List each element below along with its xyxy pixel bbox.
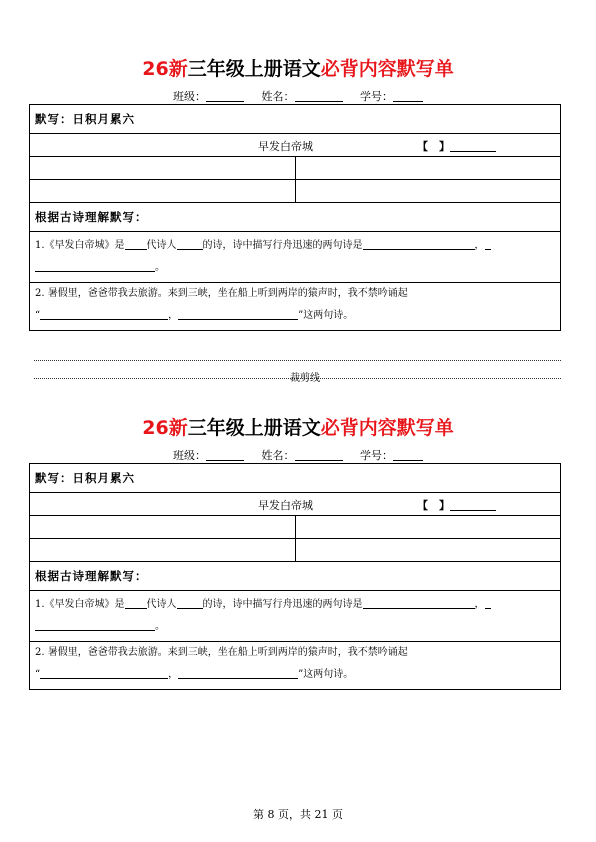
- id-label: 学号：: [360, 90, 393, 103]
- question-1: [30, 232, 561, 283]
- answer-cell[interactable]: [30, 180, 296, 203]
- section-heading-comprehension: 根据古诗理解默写：: [30, 203, 561, 232]
- q1-part-d: ，: [474, 240, 485, 251]
- q1-part-c: 的诗，诗中描写行舟迅速的两句诗是: [202, 240, 363, 251]
- class-label: 班级：: [173, 90, 206, 103]
- answer-cell[interactable]: [296, 516, 561, 539]
- q1-blank-poet[interactable]: [177, 598, 203, 609]
- cut-line-label: 裁剪线: [290, 373, 320, 384]
- answer-cell[interactable]: [296, 539, 561, 562]
- q1-part-e: 。: [155, 262, 165, 273]
- section-heading-dictation: 默写：日积月累六: [30, 464, 561, 493]
- q2-part-b: “: [35, 669, 41, 680]
- q2-part-d: ”这两句诗。: [298, 669, 354, 680]
- name-label: 姓名：: [261, 449, 295, 462]
- q1-blank-dynasty[interactable]: [125, 239, 147, 250]
- poem-title-row: [30, 134, 560, 156]
- q1-blank-line2[interactable]: [35, 261, 155, 272]
- dictation-table: [29, 104, 561, 331]
- title-red-prefix: 26新: [142, 417, 188, 439]
- title-red-prefix: 26新: [142, 58, 188, 80]
- answer-cell[interactable]: [30, 516, 296, 539]
- q2-blank-line1[interactable]: [40, 309, 168, 320]
- question-2: [30, 642, 561, 690]
- cut-dotted-line: [34, 360, 561, 361]
- q1-part-d: ，: [474, 599, 485, 610]
- q1-blank-line1[interactable]: [363, 239, 475, 250]
- answer-cell[interactable]: [296, 180, 561, 203]
- class-label: 班级：: [173, 449, 206, 462]
- title-red-suffix: 必背内容默写单: [320, 417, 454, 439]
- page-footer: 第 8 页，共 21 页: [253, 808, 343, 821]
- q2-part-a: 2. 暑假里，爸爸带我去旅游。来到三峡，坐在船上听到两岸的猿声时，我不禁吟诵起: [35, 288, 408, 299]
- name-blank[interactable]: [295, 91, 343, 102]
- question-2: [30, 283, 561, 331]
- q1-blank-poet[interactable]: [177, 239, 203, 250]
- q2-part-a: 2. 暑假里，爸爸带我去旅游。来到三峡，坐在船上听到两岸的猿声时，我不禁吟诵起: [35, 647, 408, 658]
- cut-line: [34, 360, 561, 384]
- q1-part-b: 代诗人: [146, 599, 177, 610]
- author-bracket: 【 】: [417, 140, 450, 153]
- title-red-suffix: 必背内容默写单: [320, 58, 454, 80]
- q1-part-a: 1.《早发白帝城》是: [35, 240, 125, 251]
- author-bracket: 【 】: [417, 499, 450, 512]
- name-blank[interactable]: [295, 450, 343, 461]
- section-heading-comprehension: 根据古诗理解默写：: [30, 562, 561, 591]
- q2-part-b: “: [35, 310, 41, 321]
- q1-part-e: 。: [155, 621, 165, 632]
- worksheet-title: [0, 413, 596, 440]
- q2-blank-line1[interactable]: [40, 668, 168, 679]
- title-black: 三年级上册语文: [187, 417, 321, 439]
- q1-blank-line2[interactable]: [35, 620, 155, 631]
- author-field[interactable]: [417, 138, 496, 154]
- q2-part-c: ，: [168, 669, 179, 680]
- id-label: 学号：: [360, 449, 393, 462]
- question-1: [30, 591, 561, 642]
- id-blank[interactable]: [393, 450, 423, 461]
- id-blank[interactable]: [393, 91, 423, 102]
- q2-part-c: ，: [168, 310, 179, 321]
- class-blank[interactable]: [206, 91, 244, 102]
- q1-blank-line1[interactable]: [363, 598, 475, 609]
- class-blank[interactable]: [206, 450, 244, 461]
- q1-part-b: 代诗人: [146, 240, 177, 251]
- answer-cell[interactable]: [296, 157, 561, 180]
- answer-cell[interactable]: [30, 539, 296, 562]
- student-info-line: [0, 447, 596, 463]
- q1-blank-dynasty[interactable]: [125, 598, 147, 609]
- name-label: 姓名：: [261, 90, 295, 103]
- poem-name: 早发白帝城: [258, 499, 313, 512]
- answer-cell[interactable]: [30, 157, 296, 180]
- poem-title-row: [30, 493, 560, 515]
- dictation-table: [29, 463, 561, 690]
- q1-part-a: 1.《早发白帝城》是: [35, 599, 125, 610]
- author-field[interactable]: [417, 497, 496, 513]
- q2-part-d: ”这两句诗。: [298, 310, 354, 321]
- title-black: 三年级上册语文: [187, 58, 321, 80]
- q1-part-c: 的诗，诗中描写行舟迅速的两句诗是: [202, 599, 363, 610]
- worksheet-title: [0, 54, 596, 81]
- poem-name: 早发白帝城: [258, 140, 313, 153]
- student-info-line: [0, 88, 596, 104]
- section-heading-dictation: 默写：日积月累六: [30, 105, 561, 134]
- q2-blank-line2[interactable]: [178, 309, 298, 320]
- q2-blank-line2[interactable]: [178, 668, 298, 679]
